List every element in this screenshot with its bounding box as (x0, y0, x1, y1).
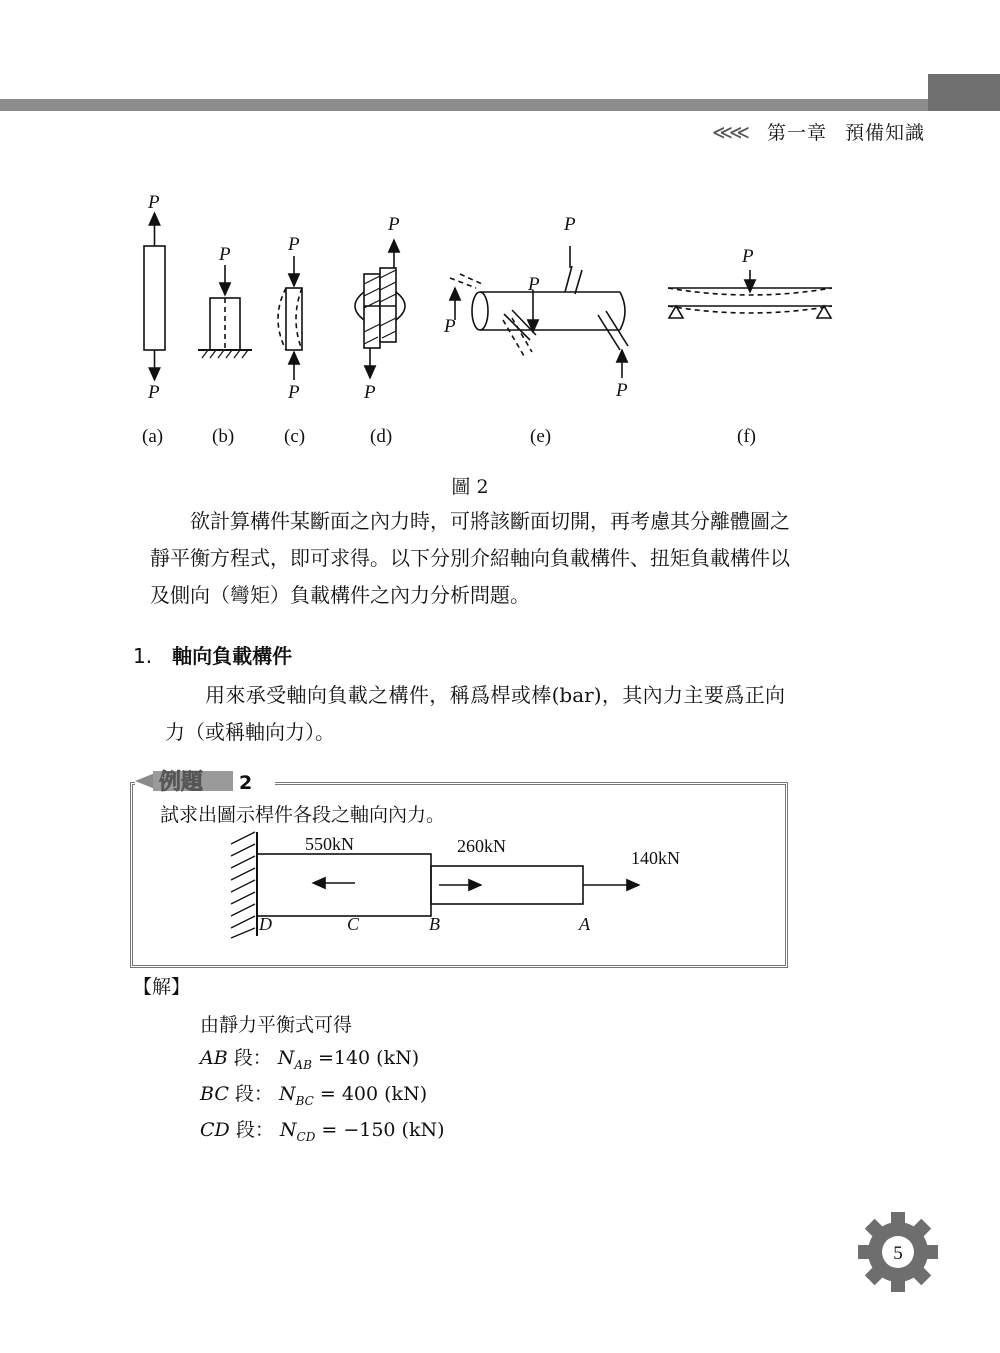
example-number: 2 (239, 772, 253, 794)
load-label: P (148, 382, 160, 403)
header-tab (928, 74, 1000, 111)
panel-b-post (198, 244, 252, 358)
segment-name: CD (200, 1119, 230, 1141)
chevron-icon: ≪≪ (712, 120, 746, 144)
panel-a-bar (144, 192, 165, 403)
load-label: P (616, 380, 628, 401)
section-heading (133, 640, 292, 669)
panel-label-b: (b) (212, 426, 235, 447)
load-label: P (388, 214, 400, 235)
solution-intro: 由靜力平衡式可得 (200, 1014, 353, 1036)
segment-name: AB (200, 1047, 228, 1069)
figure-2-diagram (120, 180, 850, 450)
panel-label-e: (e) (530, 426, 552, 447)
panel-f-beam (668, 246, 832, 318)
load-label: P (364, 382, 376, 403)
force-symbol: N (279, 1119, 297, 1141)
panel-label-f: (f) (737, 426, 756, 447)
page-number: 5 (893, 1243, 903, 1264)
segment-word: 段： (234, 1083, 273, 1105)
solution-line-bc (200, 1079, 427, 1108)
point-B: B (429, 914, 440, 934)
chapter-heading (712, 118, 925, 145)
point-D: D (259, 914, 272, 934)
figure-caption: 圖 2 (451, 476, 489, 498)
example-question: 試求出圖示桿件各段之軸向內力。 (160, 804, 446, 826)
header-bar (0, 99, 928, 111)
example-tag (135, 765, 275, 797)
section-title: 軸向負載構件 (172, 644, 293, 668)
point-C: C (347, 914, 360, 934)
force-value: = −150 (kN) (321, 1119, 445, 1141)
force-symbol: N (277, 1047, 295, 1069)
solution-label: 【解】 (133, 976, 191, 998)
fixed-wall (231, 832, 257, 938)
load-label-550: 550kN (305, 834, 354, 854)
point-A: A (579, 914, 590, 934)
force-subscript: BC (295, 1093, 314, 1108)
panel-label-c: (c) (284, 426, 306, 447)
load-label: P (528, 274, 540, 295)
gear-icon (858, 1212, 938, 1292)
force-symbol: N (278, 1083, 296, 1105)
load-label: P (444, 316, 456, 337)
load-label-140: 140kN (631, 848, 680, 868)
force-value: =140 (kN) (317, 1047, 420, 1069)
panel-c-column (278, 234, 302, 403)
segment-DB (257, 854, 431, 916)
solution-line-cd (200, 1115, 445, 1144)
solution-line-ab (200, 1043, 419, 1072)
load-label: P (564, 214, 576, 235)
load-label: P (742, 246, 754, 267)
force-value: = 400 (kN) (319, 1083, 428, 1105)
force-subscript: CD (296, 1129, 316, 1144)
load-label: P (148, 192, 160, 213)
panel-label-d: (d) (370, 426, 393, 447)
example-tag-label: 例題 (159, 770, 204, 795)
load-label-260: 260kN (457, 836, 506, 856)
load-label: P (288, 234, 300, 255)
panel-label-a: (a) (142, 426, 164, 447)
panel-d-joint (355, 214, 405, 403)
force-subscript: AB (294, 1057, 312, 1072)
bar-diagram (225, 830, 705, 940)
paragraph-internal-force: 欲計算構件某斷面之內力時，可將該斷面切開，再考慮其分離體圖之靜平衡方程式，即可求得。以下分別介紹軸向負載構件、扭矩負載構件以及側向（彎矩）負載構件之內力分析問題。 (150, 509, 790, 607)
section-body: 用來承受軸向負載之構件，稱爲桿或棒(bar)，其內力主要爲正向力（或稱軸向力）。 (165, 683, 785, 744)
segment-word: 段： (233, 1047, 272, 1069)
segment-name: BC (200, 1083, 229, 1105)
load-label: P (219, 244, 231, 265)
chapter-number: 第一章 (766, 122, 827, 144)
section-number: 1. (133, 644, 153, 668)
panel-e-shaft (443, 214, 628, 401)
load-label: P (288, 382, 300, 403)
segment-word: 段： (235, 1119, 274, 1141)
chapter-title: 預備知識 (844, 122, 925, 144)
